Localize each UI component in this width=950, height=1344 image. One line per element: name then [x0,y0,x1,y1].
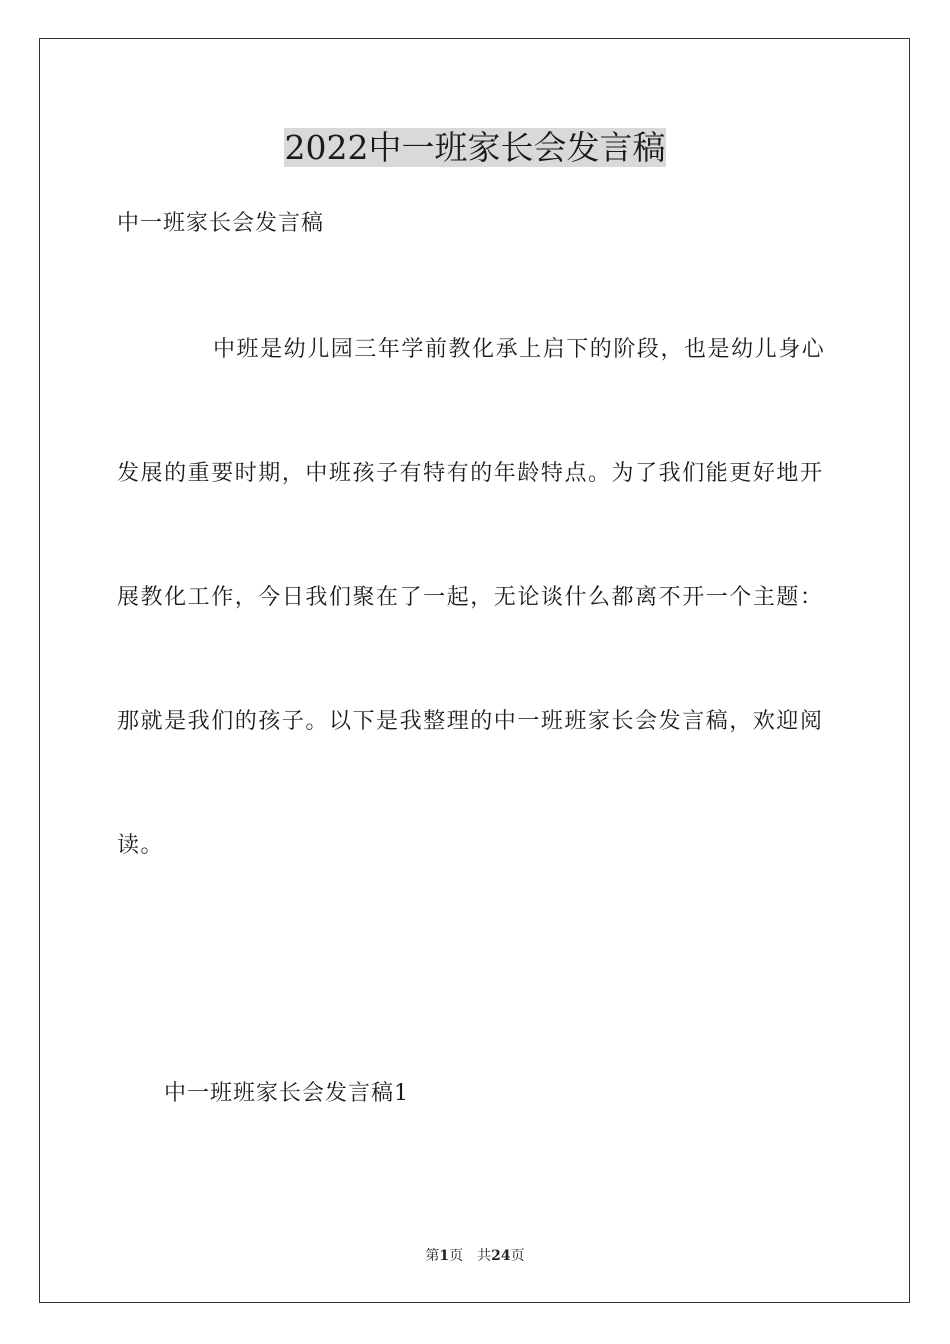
paragraph-line-1: 中班是幼儿园三年学前教化承上启下的阶段，也是幼儿身心 [213,337,826,362]
paragraph-line-4: 那就是我们的孩子。以下是我整理的中一班班家长会发言稿，欢迎阅 [117,709,824,734]
page-footer [0,1246,950,1266]
footer-total-suffix: 页 [510,1248,525,1264]
document-title [0,126,950,170]
footer-page-prefix: 第 [425,1248,440,1264]
document-subtitle: 中一班家长会发言稿 [117,211,325,236]
footer-total-prefix: 共 [477,1248,492,1264]
paragraph-line-5: 读。 [117,833,165,858]
footer-page-suffix: 页 [449,1248,464,1264]
paragraph-line-3: 展教化工作，今日我们聚在了一起，无论谈什么都离不开一个主题： [117,585,824,610]
document-title-text: 2022中一班家长会发言稿 [284,128,666,167]
paragraph-line-2: 发展的重要时期，中班孩子有特有的年龄特点。为了我们能更好地开 [117,461,824,486]
footer-page-number: 1 [439,1248,450,1264]
section-heading: 中一班班家长会发言稿1 [164,1081,409,1106]
footer-total-pages: 24 [491,1248,511,1264]
